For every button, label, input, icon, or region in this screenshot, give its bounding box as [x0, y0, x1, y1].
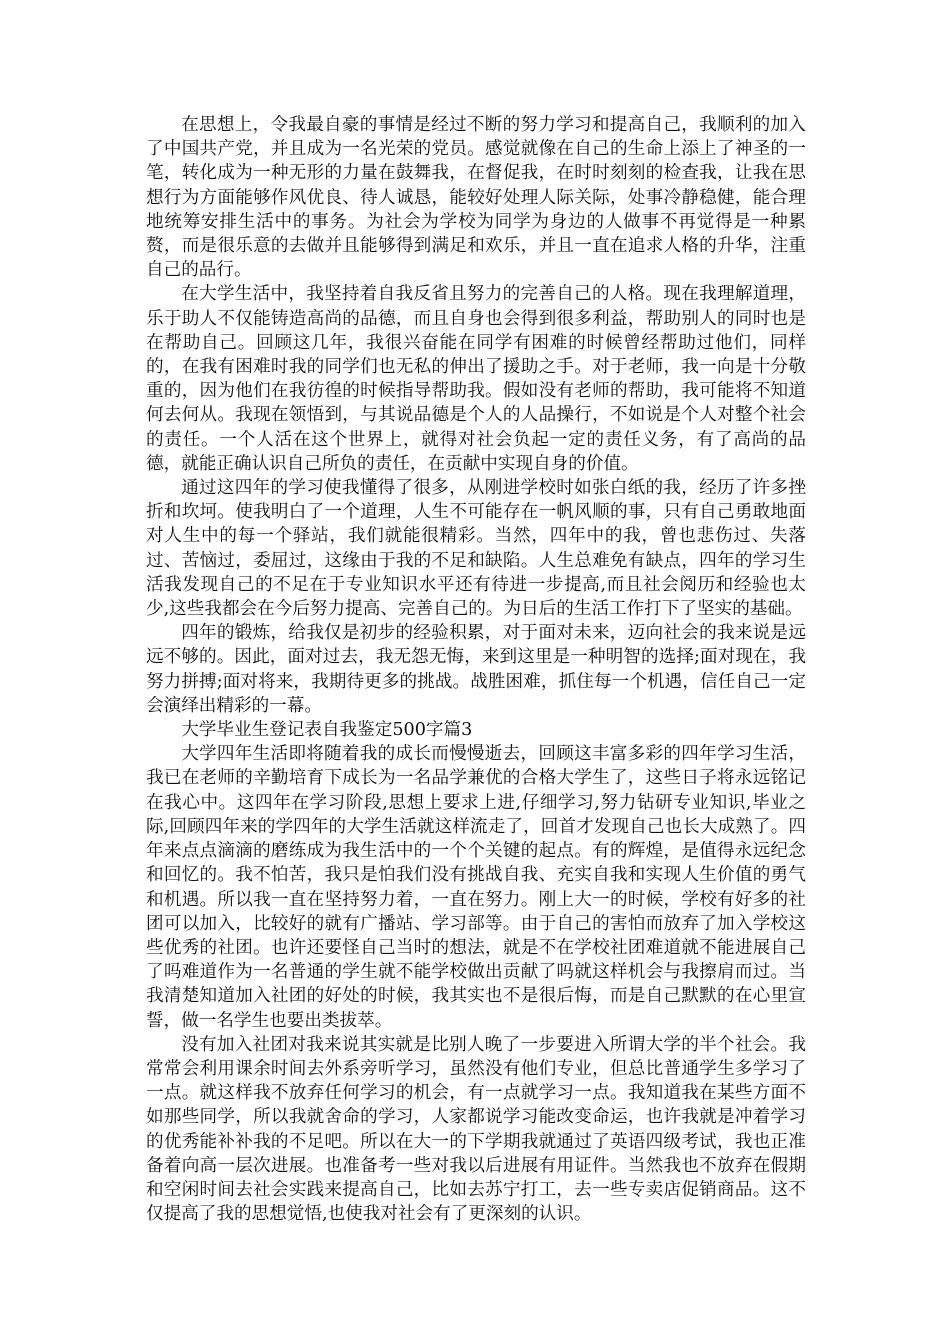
section-heading: 大学毕业生登记表自我鉴定500字篇3 [181, 720, 473, 741]
paragraph-self-reflection: 在大学生活中，我坚持着自我反省且努力的完善自己的人格。现在我理解道理，乐于助人不仅能铸造高尚的品德，而且自身也会得到很多利益，帮助别人的同时也是在帮助自己。回顾这几年，我很兴奋能在同学有困难的时候曾经帮助过他们，同样的，在我有困难时我的同学们也无私的伸出了援助之手。对于老师，我一向是十分敬重的，因为他们在我彷徨的时候指导帮助我。假如没有老师的帮助，我可能将不知道何去何从。我现在领悟到，与其说品德是个人的人品操行，不如说是个人对整个社会的责任。一个人活在这个世界上，就得对社会负起一定的责任义务，有了高尚的品德，就能正确认识自己所负的责任，在贡献中实现自身的价值。 [146, 284, 806, 474]
paragraph-self-study: 没有加入社团对我来说其实就是比别人晚了一步要进入所谓大学的半个社会。我常常会利用课余时间去外系旁听学习，虽然没有他们专业，但总比普通学生多学习了一点。就这样我不放弃任何学习的机会，有一点就学习一点。我知道我在某些方面不如那些同学，所以我就舍命的学习，人家都说学习能改变命运，也许我就是冲着学习的优秀能补补我的不足吧。所以在大一的下学期我就通过了英语四级考试，我也正准备着向高一层次进展。也准备考一些对我以后进展有用证件。当然我也不放弃在假期和空闲时间去社会实践来提高自己，比如去苏宁打工，去一些专卖店促销商品。这不仅提高了我的思想觉悟,也使我对社会有了更深刻的认识。 [146, 1034, 806, 1225]
paragraph-political-thought: 在思想上，令我最自豪的事情是经过不断的努力学习和提高自己，我顺利的加入了中国共产党，并且成为一名光荣的党员。感觉就像在自己的生命上添上了神圣的一笔，转化成为一种无形的力量在鼓舞我，在督促我，在时时刻刻的检查我，让我在思想行为方面能够作风优良、待人诚恳，能较好处理人际关际，处事冷静稳健，能合理地统筹安排生活中的事务。为社会为学校为同学为身边的人做事不再觉得是一种累赘，而是很乐意的去做并且能够得到满足和欢乐，并且一直在追求人格的升华，注重自己的品行。 [146, 115, 806, 281]
document-body [146, 113, 806, 1226]
paragraph-future-outlook: 四年的锻炼，给我仅是初步的经验积累，对于面对未来，迈向社会的我来说是远远不够的。因此，面对过去，我无怨无悔，来到这里是一种明智的选择;面对现在，我努力拼搏;面对将来，我期待更多的挑战。战胜困难，抓住每一个机遇，信任自己一定会演绎出精彩的一幕。 [146, 623, 806, 716]
paragraph-university-life: 大学四年生活即将随着我的成长而慢慢逝去，回顾这丰富多彩的四年学习生活，我已在老师的辛勤培育下成长为一名品学兼优的合格大学生了，这些日子将永远铭记在我心中。这四年在学习阶段,思想上要求上进,仔细学习,努力钻研专业知识,毕业之际,回顾四年来的学四年的大学生活就这样流走了，回首才发现自己也长大成熟了。四年来点点滴滴的磨练成为我生活中的一个个关键的起点。有的辉煌，是值得永远纪念和回忆的。我不怕苦，我只是怕我们没有挑战自我、充实自我和实现人生价值的勇气和机遇。所以我一直在坚持努力着，一直在努力。刚上大一的时候，学校有好多的社团可以加入，比较好的就有广播站、学习部等。由于自己的害怕而放弃了加入学校这些优秀的社团。也许还要怪自己当时的想法，就是不在学校社团难道就不能进展自己了吗难道作为一名普通的学生就不能学校做出贡献了吗就这样机会与我擦肩而过。当我清楚知道加入社团的好处的时候，我其实也不是很后悔，而是自己默默的在心里宣誓，做一名学生也要出类拔萃。 [146, 744, 806, 1031]
paragraph-four-years-learning: 通过这四年的学习使我懂得了很多，从刚进学校时如张白纸的我，经历了许多挫折和坎坷。使我明白了一个道理，人生不可能存在一帆风顺的事，只有自己勇敢地面对人生中的每一个驿站，我们就能很精彩。当然，四年中的我，曾也悲伤过、失落过、苦恼过，委屈过，这缘由于我的不足和缺陷。人生总难免有缺点，四年的学习生活我发现自己的不足在于专业知识水平还有待进一步提高,而且社会阅历和经验也太少,这些我都会在今后努力提高、完善自己的。为日后的生活工作打下了坚实的基础。 [146, 478, 806, 620]
